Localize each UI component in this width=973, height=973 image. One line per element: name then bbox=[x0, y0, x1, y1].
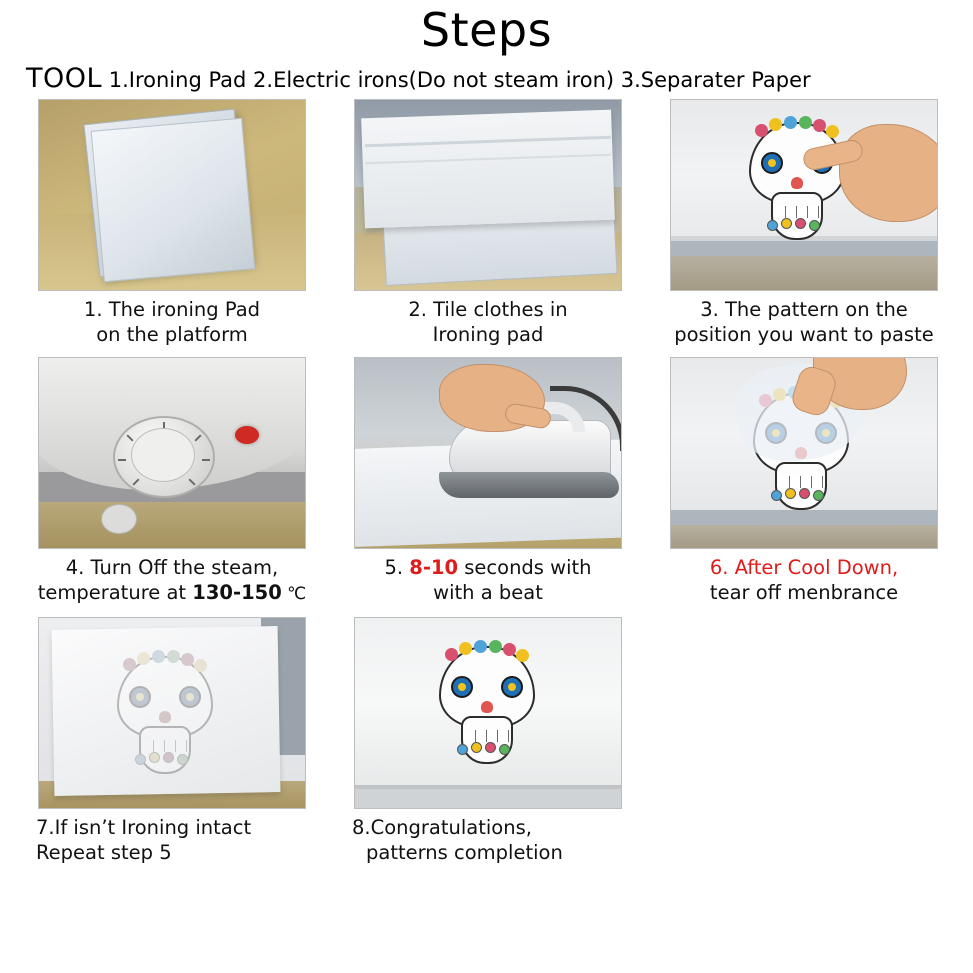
step-cell-3 bbox=[646, 99, 962, 357]
step-caption-2-line2: Ironing pad bbox=[432, 323, 544, 346]
steam-indicator-light bbox=[235, 426, 259, 444]
step-cell-1 bbox=[14, 99, 330, 357]
tool-label: TOOL bbox=[26, 63, 103, 94]
step-caption-5 bbox=[338, 549, 638, 609]
peeling-membrane-photo bbox=[670, 357, 938, 549]
tool-list bbox=[0, 58, 973, 99]
step-caption-8 bbox=[338, 809, 638, 869]
step-caption-3-line2: position you want to paste bbox=[674, 323, 934, 346]
ironing-pad-on-platform-photo bbox=[38, 99, 306, 291]
step-caption-8-line1: 8.Congratulations, bbox=[352, 816, 532, 839]
duration-value: 8-10 bbox=[409, 556, 459, 579]
ironing-the-pattern-photo bbox=[354, 357, 622, 549]
temperature-value: 130-150 bbox=[192, 581, 282, 604]
step-cell-4 bbox=[14, 357, 330, 617]
repeat-ironing-photo bbox=[38, 617, 306, 809]
step-caption-6-line1: 6. After Cool Down, bbox=[709, 556, 899, 579]
step-cell-6 bbox=[646, 357, 962, 617]
step-caption-7-line1: 7.If isn’t Ironing intact bbox=[36, 816, 252, 839]
skull-pattern-graphic bbox=[117, 656, 213, 780]
step-caption-5-line1 bbox=[338, 555, 638, 580]
step-caption-6 bbox=[654, 549, 954, 609]
step-caption-6-line2: tear off menbrance bbox=[709, 581, 899, 604]
step-caption-1 bbox=[22, 291, 322, 351]
steps-grid bbox=[0, 99, 973, 875]
step-caption-4-line1: 4. Turn Off the steam, bbox=[65, 556, 279, 579]
step-caption-2 bbox=[338, 291, 638, 351]
step-caption-1-line1: 1. The ironing Pad bbox=[83, 298, 261, 321]
step-caption-8-line2: patterns completion bbox=[366, 841, 563, 864]
step-caption-2-line1: 2. Tile clothes in bbox=[408, 298, 568, 321]
step-caption-7 bbox=[22, 809, 322, 869]
step-caption-4 bbox=[22, 549, 322, 611]
step-caption-4-line2-pre: temperature at bbox=[37, 581, 193, 604]
skull-pattern-graphic bbox=[749, 122, 845, 246]
step-caption-3-line1: 3. The pattern on the bbox=[700, 298, 908, 321]
step-cell-2 bbox=[330, 99, 646, 357]
step-caption-1-line2: on the platform bbox=[96, 323, 248, 346]
step-cell-5 bbox=[330, 357, 646, 617]
finished-pattern-photo bbox=[354, 617, 622, 809]
temperature-unit: ℃ bbox=[281, 584, 307, 604]
page-title: Steps bbox=[420, 3, 553, 57]
step-caption-4-line2 bbox=[22, 580, 322, 607]
step-caption-5-line2: with a beat bbox=[433, 581, 543, 604]
cloth-tiled-on-pad-photo bbox=[354, 99, 622, 291]
placing-skull-pattern-photo bbox=[670, 99, 938, 291]
step-caption-3 bbox=[654, 291, 954, 351]
step-caption-5-line1-post: seconds with bbox=[458, 556, 592, 579]
step-caption-5-line1-pre: 5. bbox=[384, 556, 410, 579]
tool-items: 1.Ironing Pad 2.Electric irons(Do not steam iron) 3.Separater Paper bbox=[108, 68, 811, 92]
step-caption-7-line2: Repeat step 5 bbox=[36, 841, 172, 864]
step-cell-7 bbox=[14, 617, 330, 875]
skull-pattern-graphic bbox=[439, 646, 535, 770]
iron-steam-dial-photo bbox=[38, 357, 306, 549]
step-cell-8 bbox=[330, 617, 646, 875]
iron-soleplate-graphic bbox=[439, 472, 619, 498]
